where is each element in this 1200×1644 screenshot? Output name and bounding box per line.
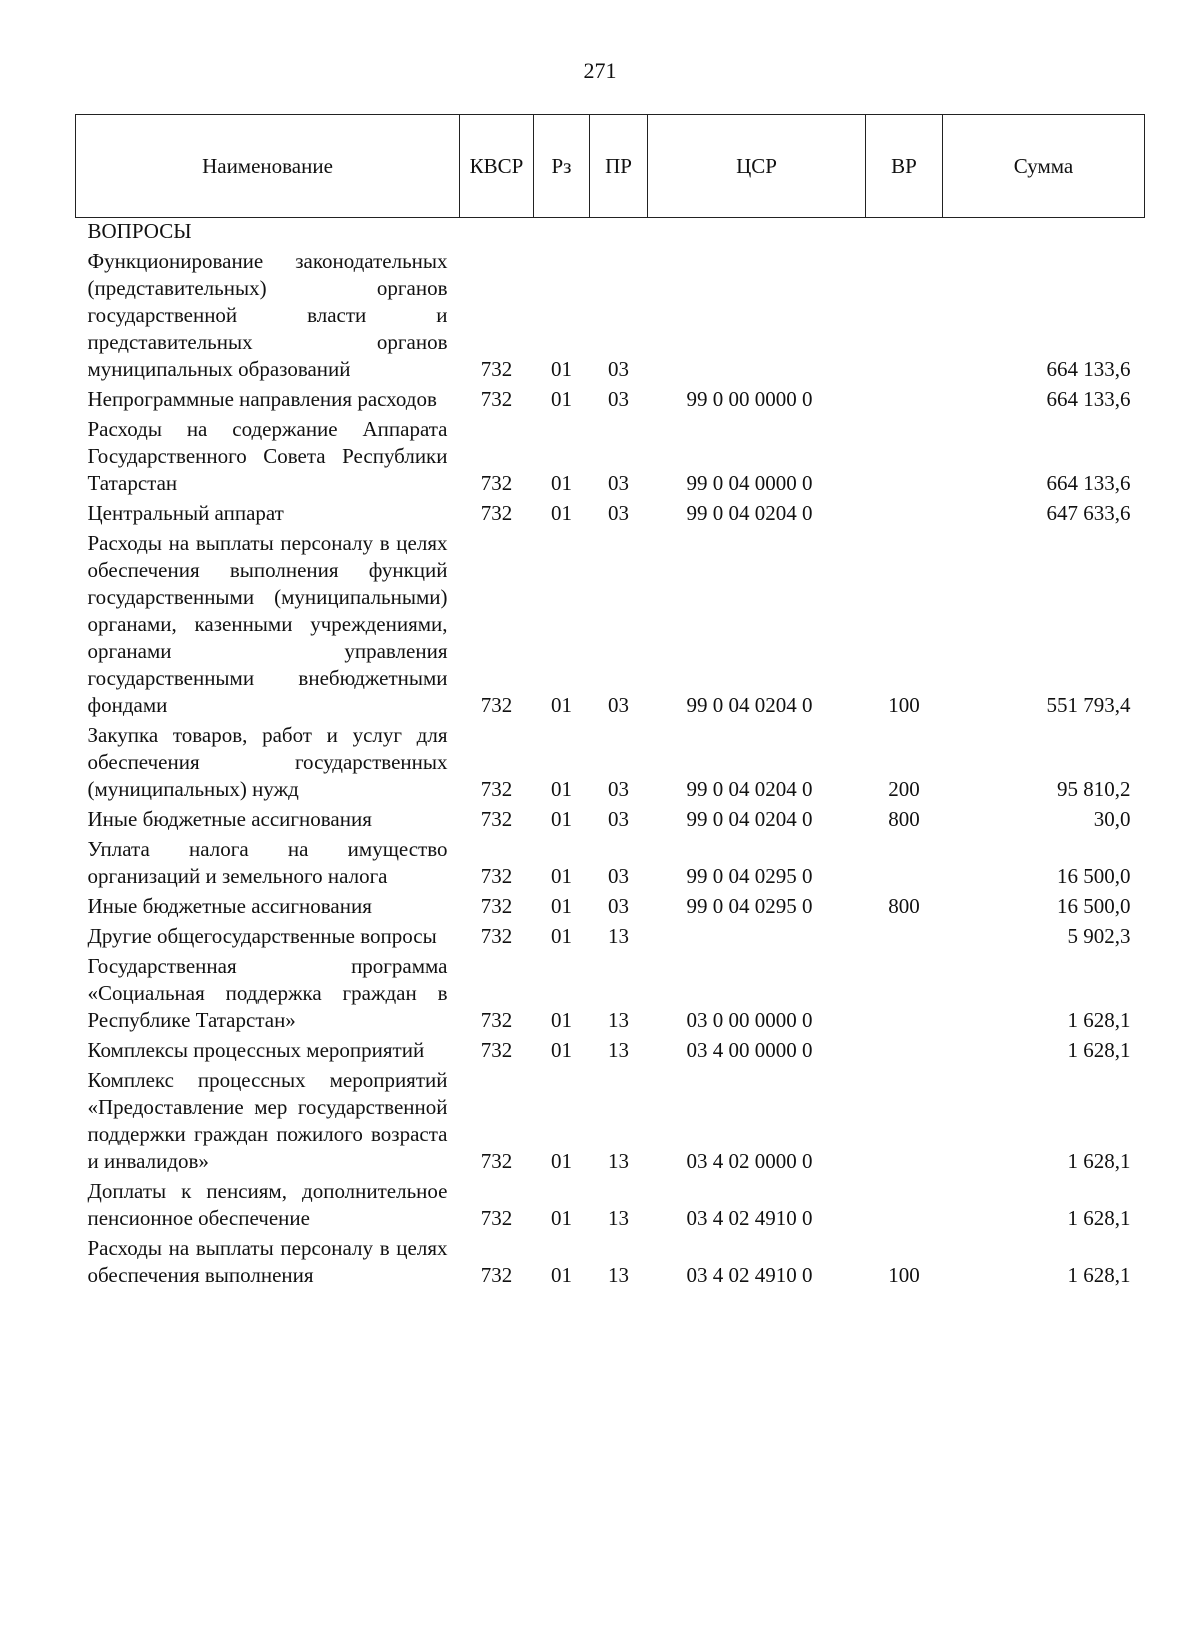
cell-csr: 99 0 04 0204 0 [686,807,813,831]
table-row [76,1067,1145,1178]
cell-kvsr: 732 [480,807,513,831]
table-row [76,806,1145,836]
cell-kvsr: 732 [480,924,513,948]
cell-pr [590,218,648,249]
cell-pr: 13 [608,1263,629,1287]
header-pr: ПР [590,115,648,218]
cell-name: Комплекс процессных мероприятий «Предоставление мер государственной поддержки граждан пожилого возраста и инвалидов» [87,1068,448,1173]
cell-kvsr: 732 [480,1008,513,1032]
table-row [76,248,1145,386]
cell-csr: 99 0 04 0295 0 [686,864,813,888]
cell-csr: 99 0 04 0204 0 [686,501,813,525]
cell-rz: 01 [551,387,572,411]
cell-csr: 99 0 04 0000 0 [686,471,813,495]
cell-name: Функционирование законодательных (представительных) органов государственной власти и представительных органов муниципальных образований [87,249,448,381]
cell-kvsr [460,218,534,249]
table-row [76,923,1145,953]
cell-vr [866,248,943,386]
cell-rz: 01 [551,777,572,801]
cell-vr [866,386,943,416]
cell-sum: 1 628,1 [1067,1263,1131,1287]
cell-sum: 1 628,1 [1067,1008,1131,1032]
cell-kvsr: 732 [480,501,513,525]
cell-sum: 664 133,6 [1046,471,1131,495]
cell-csr: 03 4 02 4910 0 [686,1206,813,1230]
cell-rz: 01 [551,1008,572,1032]
table-row [76,1178,1145,1235]
cell-pr: 03 [608,357,629,381]
cell-rz: 01 [551,864,572,888]
cell-name: Другие общегосударственные вопросы [87,924,437,948]
cell-csr: 03 4 00 0000 0 [686,1038,813,1062]
cell-name: Уплата налога на имущество организаций и земельного налога [87,837,448,888]
cell-vr [866,416,943,500]
cell-kvsr: 732 [480,357,513,381]
cell-kvsr: 732 [480,1149,513,1173]
cell-rz: 01 [551,471,572,495]
cell-csr: 99 0 04 0204 0 [686,777,813,801]
cell-pr: 03 [608,807,629,831]
cell-rz: 01 [551,807,572,831]
cell-vr: 800 [888,894,920,918]
cell-pr: 03 [608,471,629,495]
page-number: 271 [583,58,617,83]
cell-pr: 03 [608,777,629,801]
cell-name: Доплаты к пенсиям, дополнительное пенсионное обеспечение [87,1179,448,1230]
cell-pr: 03 [608,693,629,717]
table-row [76,953,1145,1037]
cell-kvsr: 732 [480,864,513,888]
cell-pr: 03 [608,864,629,888]
cell-vr [866,836,943,893]
cell-sum: 95 810,2 [1057,777,1131,801]
cell-vr: 200 [888,777,920,801]
cell-kvsr: 732 [480,1038,513,1062]
cell-csr [648,248,866,386]
table-row [76,386,1145,416]
cell-sum: 30,0 [1093,807,1131,831]
table-row [76,218,1145,249]
cell-pr: 03 [608,894,629,918]
cell-csr: 99 0 04 0204 0 [686,693,813,717]
cell-sum: 664 133,6 [1046,357,1131,381]
cell-name: Государственная программа «Социальная поддержка граждан в Республике Татарстан» [87,954,448,1032]
cell-kvsr: 732 [480,1206,513,1230]
cell-sum: 664 133,6 [1046,387,1131,411]
cell-rz: 01 [551,1263,572,1287]
cell-sum: 647 633,6 [1046,501,1131,525]
cell-rz: 01 [551,357,572,381]
cell-sum: 1 628,1 [1067,1206,1131,1230]
cell-sum: 5 902,3 [1067,924,1131,948]
cell-kvsr: 732 [480,1263,513,1287]
cell-vr: 100 [888,1263,920,1287]
cell-csr [648,218,866,249]
cell-kvsr: 732 [480,777,513,801]
cell-vr [866,500,943,530]
cell-vr [866,953,943,1037]
cell-name: Расходы на содержание Аппарата Государственного Совета Республики Татарстан [87,417,448,495]
cell-name: Иные бюджетные ассигнования [87,807,372,831]
header-name: Наименование [76,115,460,218]
cell-kvsr: 732 [480,387,513,411]
cell-sum: 16 500,0 [1057,864,1131,888]
cell-kvsr: 732 [480,894,513,918]
cell-rz: 01 [551,693,572,717]
cell-vr [866,923,943,953]
cell-name: Комплексы процессных мероприятий [87,1038,425,1062]
cell-name: Иные бюджетные ассигнования [87,894,372,918]
table-row [76,416,1145,500]
cell-csr: 03 0 00 0000 0 [686,1008,813,1032]
cell-pr: 13 [608,1008,629,1032]
table-row [76,1037,1145,1067]
table-body [76,218,1145,1293]
cell-kvsr: 732 [480,693,513,717]
cell-sum: 551 793,4 [1046,693,1131,717]
cell-vr: 100 [888,693,920,717]
table-row [76,836,1145,893]
header-rz: Рз [534,115,590,218]
cell-csr: 99 0 04 0295 0 [686,894,813,918]
table-row [76,530,1145,722]
cell-vr [866,218,943,249]
cell-vr [866,1067,943,1178]
cell-pr: 13 [608,1149,629,1173]
cell-pr: 13 [608,924,629,948]
cell-name: Расходы на выплаты персоналу в целях обеспечения выполнения функций государственными (муниципальными) органами, казенными учреждениями, органами управления государственными внебюджетными фондами [87,531,448,717]
cell-name: ВОПРОСЫ [87,219,192,243]
cell-name: Центральный аппарат [87,501,284,525]
cell-csr [648,923,866,953]
cell-rz: 01 [551,1149,572,1173]
cell-vr [866,1037,943,1067]
cell-csr: 99 0 00 0000 0 [686,387,813,411]
cell-name: Непрограммные направления расходов [87,387,437,411]
table-header [76,115,1145,218]
cell-rz: 01 [551,1206,572,1230]
cell-sum [943,218,1145,249]
header-sum: Сумма [943,115,1145,218]
cell-rz: 01 [551,894,572,918]
cell-sum: 1 628,1 [1067,1149,1131,1173]
table-row [76,722,1145,806]
header-csr: ЦСР [648,115,866,218]
cell-vr [866,1178,943,1235]
cell-name: Расходы на выплаты персоналу в целях обеспечения выполнения [87,1236,448,1287]
cell-rz: 01 [551,924,572,948]
table-row [76,500,1145,530]
cell-rz: 01 [551,1038,572,1062]
cell-sum: 1 628,1 [1067,1038,1131,1062]
cell-rz [534,218,590,249]
cell-sum: 16 500,0 [1057,894,1131,918]
cell-pr: 13 [608,1206,629,1230]
table-row [76,1235,1145,1292]
table-row [76,893,1145,923]
header-kvsr: КВСР [460,115,534,218]
budget-table [75,114,1145,1292]
cell-kvsr: 732 [480,471,513,495]
cell-csr: 03 4 02 4910 0 [686,1263,813,1287]
cell-pr: 13 [608,1038,629,1062]
cell-vr: 800 [888,807,920,831]
header-vr: ВР [866,115,943,218]
cell-csr: 03 4 02 0000 0 [686,1149,813,1173]
cell-pr: 03 [608,501,629,525]
cell-rz: 01 [551,501,572,525]
cell-pr: 03 [608,387,629,411]
cell-name: Закупка товаров, работ и услуг для обеспечения государственных (муниципальных) нужд [87,723,448,801]
